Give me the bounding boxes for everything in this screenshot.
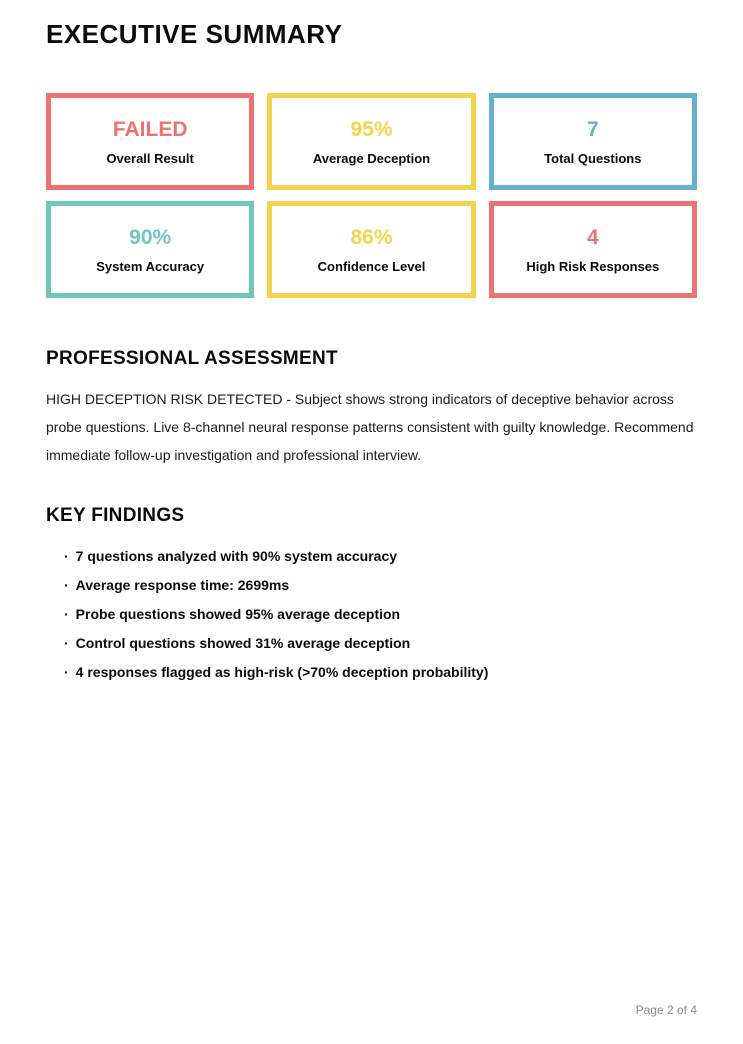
stat-label: Total Questions xyxy=(544,150,642,166)
finding-text: 4 responses flagged as high-risk (>70% deception probability) xyxy=(75,664,489,680)
finding-text: Probe questions showed 95% average deception xyxy=(75,606,401,622)
bullet-dot: · xyxy=(64,606,69,622)
finding-item xyxy=(64,549,697,563)
bullet-dot: · xyxy=(64,577,69,593)
stat-label: High Risk Responses xyxy=(526,258,660,274)
key-findings-list xyxy=(46,549,697,679)
professional-assessment-section xyxy=(46,348,697,469)
stat-label: System Accuracy xyxy=(96,258,205,274)
stat-card-high-risk-responses xyxy=(489,201,697,298)
finding-text: Control questions showed 31% average deception xyxy=(75,635,411,651)
stat-value: 86% xyxy=(350,225,393,249)
page-title: EXECUTIVE SUMMARY xyxy=(46,19,343,49)
finding-text: Average response time: 2699ms xyxy=(75,577,290,593)
key-findings-section xyxy=(46,505,697,679)
finding-item xyxy=(64,607,697,621)
stat-label: Confidence Level xyxy=(317,258,426,274)
stat-label: Overall Result xyxy=(106,150,194,166)
professional-assessment-body: HIGH DECEPTION RISK DETECTED - Subject shows strong indicators of deceptive behavior across probe questions. Live 8-channel neural response patterns consistent with guilty knowledge. Recommend immediate follow-up investigation and professional interview. xyxy=(46,391,694,463)
stat-value: 90% xyxy=(129,225,172,249)
stat-label: Average Deception xyxy=(312,150,431,166)
bullet-dot: · xyxy=(64,548,69,564)
stat-card-total-questions xyxy=(489,93,697,190)
stat-value: 95% xyxy=(350,117,393,141)
stat-card-system-accuracy xyxy=(46,201,254,298)
stat-card-confidence-level xyxy=(267,201,475,298)
finding-text: 7 questions analyzed with 90% system accuracy xyxy=(75,548,398,564)
stat-card-overall-result xyxy=(46,93,254,190)
bullet-dot: · xyxy=(64,664,69,680)
stat-card-average-deception xyxy=(267,93,475,190)
bullet-dot: · xyxy=(64,635,69,651)
stat-value: FAILED xyxy=(112,117,188,141)
page-number: Page 2 of 4 xyxy=(635,1003,697,1017)
finding-item xyxy=(64,578,697,592)
finding-item xyxy=(64,665,697,679)
stat-cards-grid xyxy=(46,93,697,298)
key-findings-heading: KEY FINDINGS xyxy=(46,505,185,526)
professional-assessment-heading: PROFESSIONAL ASSESSMENT xyxy=(46,348,338,369)
finding-item xyxy=(64,636,697,650)
stat-value: 4 xyxy=(586,225,599,249)
stat-value: 7 xyxy=(586,117,599,141)
